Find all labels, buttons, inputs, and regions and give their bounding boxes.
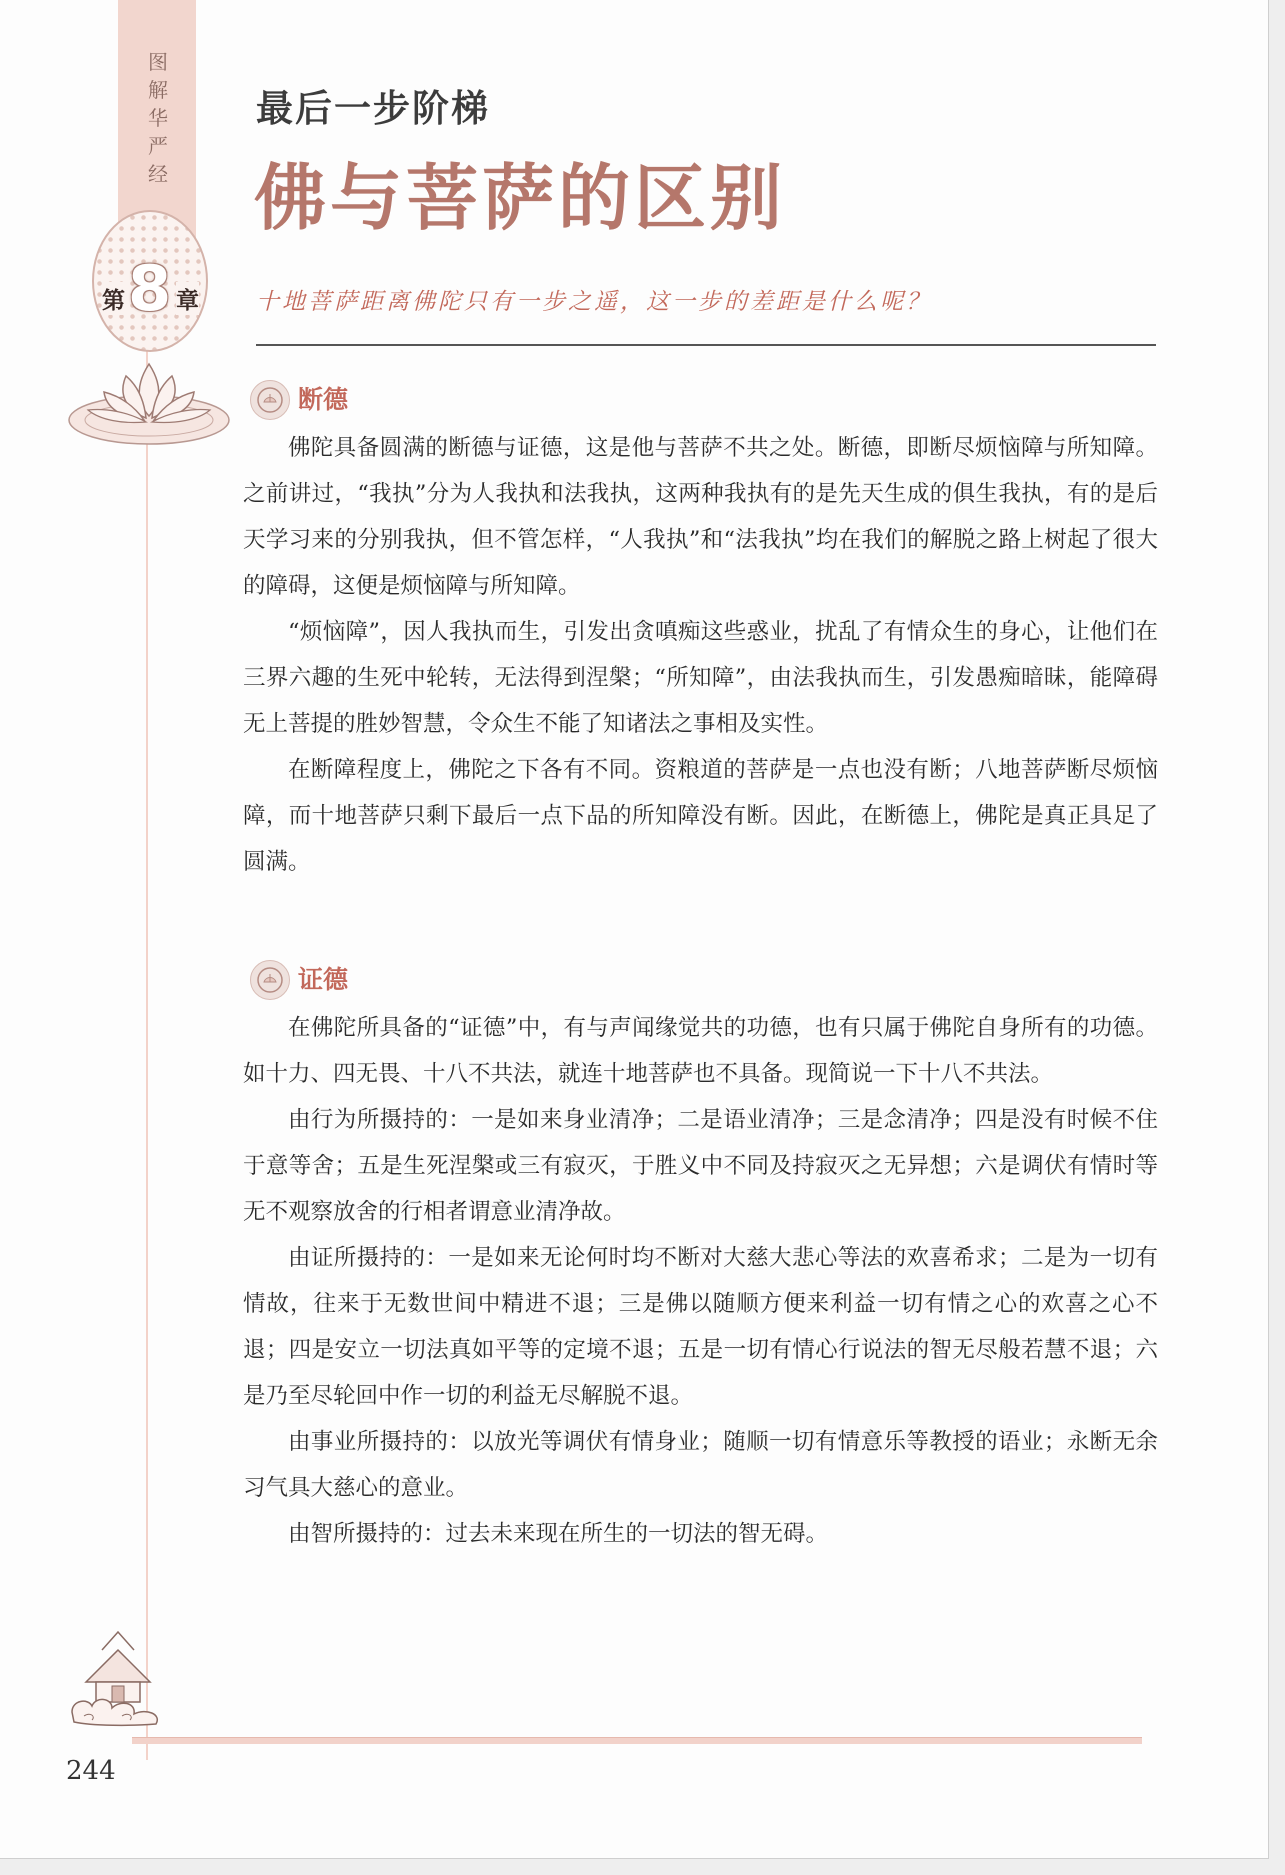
chapter-label [96,252,206,332]
lotus-icon [66,350,232,450]
section-badge-icon [250,960,290,1000]
series-title-char: 严 [148,134,168,158]
side-divider-line [146,240,148,1760]
paragraph: 由事业所摄持的：以放光等调伏有情身业；随顺一切有情意乐等教授的语业；永断无余习气具大慈心的意业。 [243,1429,1158,1501]
section-body [243,1005,1158,1557]
series-title-char: 解 [148,78,168,102]
section-heading-text: 证德 [298,965,349,994]
paragraph: 佛陀具备圆满的断德与证德，这是他与菩萨不共之处。断德，即断尽烦恼障与所知障。之前讲过，“我执”分为人我执和法我执，这两种我执有的是先天生成的俱生我执，有的是后天学习来的分别我执，但不管怎样，“人我执”和“法我执”均在我们的解脱之路上树起了很大的障碍，这便是烦恼障与所知障。 [243,435,1158,599]
series-title [138,48,178,188]
paragraph: 在断障程度上，佛陀之下各有不同。资粮道的菩萨是一点也没有断；八地菩萨断尽烦恼障，而十地菩萨只剩下最后一点下品的所知障没有断。因此，在断德上，佛陀是真正具足了圆满。 [243,757,1158,875]
lead-question: 十地菩萨距离佛陀只有一步之遥，这一步的差距是什么呢？ [256,289,932,315]
page-title: 佛与菩萨的区别 [254,156,787,240]
cloud-pagoda-ornament-icon [62,1620,174,1730]
paragraph: “烦恼障”，因人我执而生，引发出贪嗔痴这些惑业，扰乱了有情众生的身心，让他们在三界六趣的生死中轮转，无法得到涅槃；“所知障”，由法我执而生，引发愚痴暗昧，能障碍无上菩提的胜妙智慧，令众生不能了知诸法之事相及实性。 [243,619,1158,737]
page-subtitle: 最后一步阶梯 [256,86,490,130]
section-body [243,425,1158,885]
page-number: 244 [66,1756,116,1786]
chapter-number: 8 [128,252,172,325]
paragraph: 由证所摄持的：一是如来无论何时均不断对大慈大悲心等法的欢喜希求；二是为一切有情故，往来于无数世间中精进不退；三是佛以随顺方便来利益一切有情之心的欢喜之心不退；四是安立一切法真如平等的定境不退；五是一切有情心行说法的智无尽般若慧不退；六是乃至尽轮回中作一切的利益无尽解脱不退。 [243,1245,1158,1409]
paragraph: 在佛陀所具备的“证德”中，有与声闻缘觉共的功德，也有只属于佛陀自身所有的功德。如十力、四无畏、十八不共法，就连十地菩萨也不具备。现简说一下十八不共法。 [243,1015,1158,1087]
paragraph: 由行为所摄持的：一是如来身业清净；二是语业清净；三是念清净；四是没有时候不住于意等舍；五是生死涅槃或三有寂灭，于胜义中不同及持寂灭之无异想；六是调伏有情时等无不观察放舍的行相者谓意业清净故。 [243,1107,1158,1225]
title-divider [256,344,1156,346]
section-heading-text: 断德 [298,385,349,414]
paragraph: 由智所摄持的：过去未来现在所生的一切法的智无碍。 [288,1521,829,1547]
chapter-prefix: 第 [102,282,125,315]
series-title-char: 图 [148,50,168,74]
bottom-divider [132,1737,1142,1744]
series-title-char: 经 [148,162,168,186]
section-badge-icon [250,380,290,420]
series-title-char: 华 [148,106,168,130]
chapter-suffix: 章 [176,282,199,315]
